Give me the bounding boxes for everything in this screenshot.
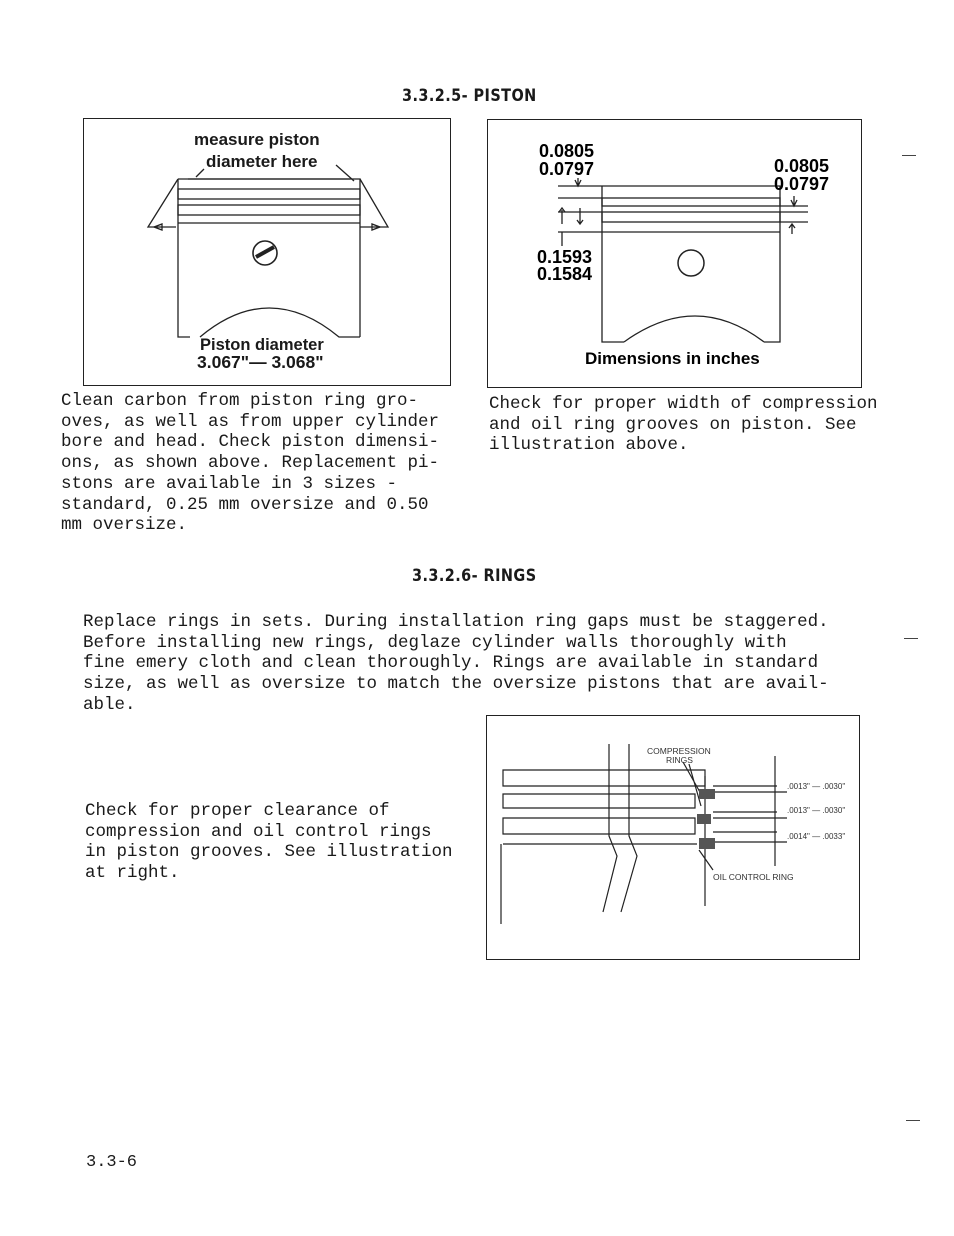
- ring-clearance-drawing: [487, 716, 858, 958]
- compression-rings-label-2: RINGS: [666, 755, 693, 765]
- piston-diameter-caption: Piston diameter: [200, 336, 324, 354]
- measure-label-line1: measure piston: [194, 130, 320, 149]
- margin-mark: [904, 638, 918, 639]
- groove-dimensions-figure: [487, 119, 862, 388]
- measure-label: [194, 129, 320, 173]
- piston-text-left: Clean carbon from piston ring gro- oves, as well as from upper cylinder bore and head. Check piston dimensi- ons, as shown above. Replacement pi- stons are available in 3 sizes - standard, 0.25 mm oversize and 0.50 mm oversize.: [61, 391, 440, 536]
- piston-section-heading: 3.3.2.5- PISTON: [402, 86, 537, 106]
- compression-rings-label-1: COMPRESSION: [647, 746, 711, 756]
- dim-mid-1: 0.1593: [537, 247, 593, 267]
- clearance-second: .0013" — .0030": [787, 806, 846, 815]
- piston-diameter-label: [197, 337, 324, 371]
- groove-dimensions-drawing: [488, 120, 860, 386]
- rings-paragraph: Replace rings in sets. During installation ring gaps must be staggered. Before installing new rings, deglaze cylinder walls thoroughly with fine emery cloth and clean thoroughly. Rings are available in standard size, as well as oversize to match the oversize pistons that are avail- able.: [83, 612, 829, 715]
- piston-diameter-value: 3.067"— 3.068": [197, 352, 324, 372]
- dim-top-left-2: 0.0797: [539, 159, 595, 179]
- dim-top-right-2: 0.0797: [774, 174, 830, 194]
- rings-text-left: Check for proper clearance of compression and oil control rings in piston grooves. See illustration at right.: [85, 801, 453, 884]
- dimensions-caption: Dimensions in inches: [585, 349, 760, 368]
- page-number: 3.3-6: [86, 1153, 138, 1172]
- ring-clearance-figure: [486, 715, 860, 960]
- piston-text-right: Check for proper width of compression and oil ring grooves on piston. See illustration above.: [489, 394, 878, 456]
- dim-top-right-1: 0.0805: [774, 156, 830, 176]
- clearance-oil: .0014" — .0033": [787, 832, 846, 841]
- dim-mid-2: 0.1584: [537, 264, 593, 284]
- margin-mark: [906, 1120, 920, 1121]
- piston-diameter-figure: [83, 118, 451, 386]
- clearance-top: .0013" — .0030": [787, 782, 846, 791]
- rings-section-heading: 3.3.2.6- RINGS: [412, 566, 537, 586]
- measure-label-line2: diameter here: [206, 152, 318, 171]
- oil-control-ring-label: OIL CONTROL RING: [713, 872, 794, 882]
- dim-top-left-1: 0.0805: [539, 141, 595, 161]
- margin-mark: [902, 155, 916, 156]
